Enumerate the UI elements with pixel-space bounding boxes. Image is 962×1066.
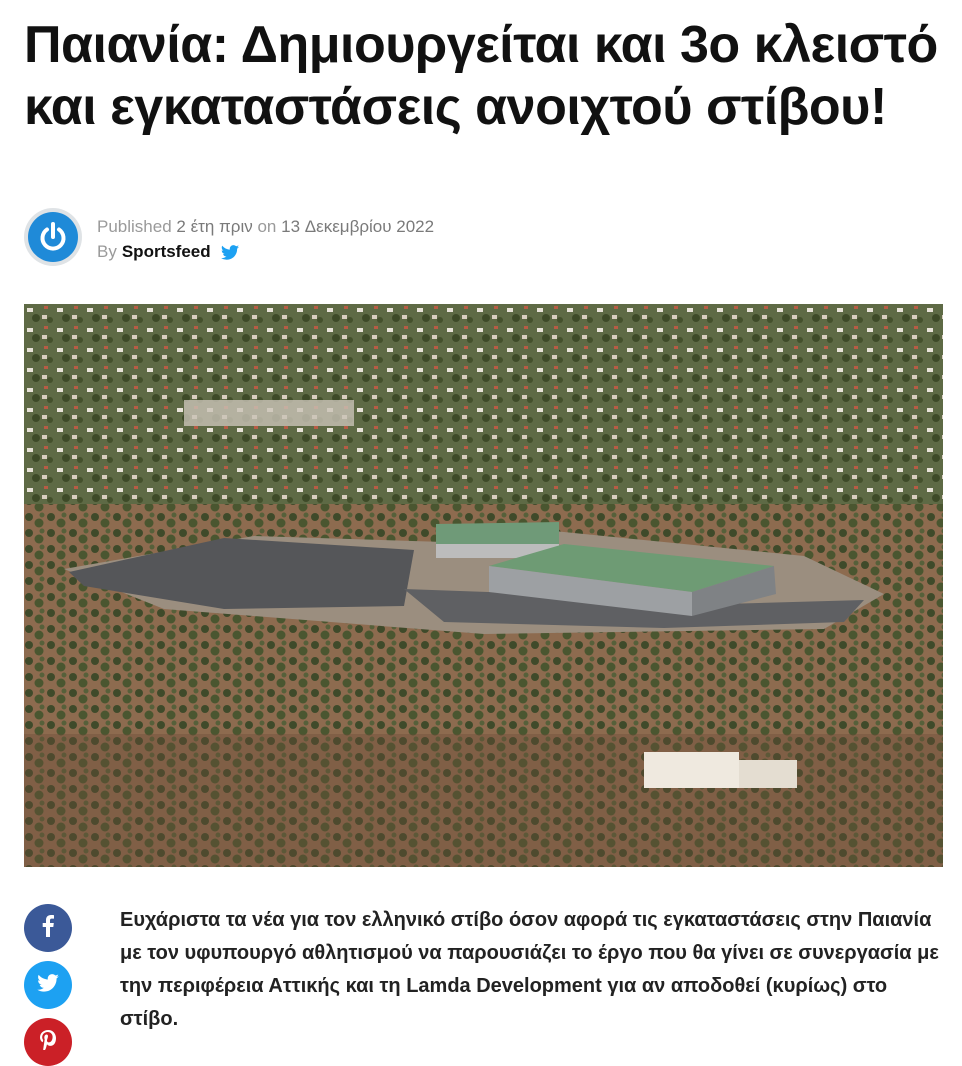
by-label: By: [97, 242, 117, 261]
power-logo-icon: [28, 212, 78, 262]
share-pinterest-button[interactable]: [24, 1018, 72, 1066]
hero-image: [24, 304, 943, 867]
article-title: Παιανία: Δημιουργείται και 3ο κλειστό και εγκαταστάσεις ανοιχτού στίβου!: [24, 16, 938, 136]
twitter-icon: [37, 974, 59, 997]
on-label: on: [257, 217, 277, 236]
time-ago: 2 έτη πριν: [176, 217, 253, 236]
pinterest-icon: [40, 1030, 56, 1055]
article-meta: [24, 208, 624, 268]
article-body: Ευχάριστα τα νέα για τον ελληνικό στίβο όσον αφορά τις εγκαταστάσεις στην Παιανία με τον υφυπουργό αθλητισμού να παρουσιάζει το έργο που θα γίνει σε συνεργασία με την περιφέρεια Αττικής και τη Lamda Development για αν αποδοθεί (κυρίως) στο στίβο.: [120, 909, 939, 1030]
author-info: [97, 242, 239, 262]
facebook-icon: [42, 915, 54, 942]
publish-date[interactable]: 13 Δεκεμβρίου 2022: [281, 217, 435, 236]
publish-info: [97, 217, 434, 237]
author-link[interactable]: Sportsfeed: [121, 242, 211, 261]
published-label: Published: [97, 217, 172, 236]
twitter-icon[interactable]: [221, 245, 239, 260]
share-facebook-button[interactable]: [24, 904, 72, 952]
share-twitter-button[interactable]: [24, 961, 72, 1009]
author-avatar[interactable]: [24, 208, 82, 266]
